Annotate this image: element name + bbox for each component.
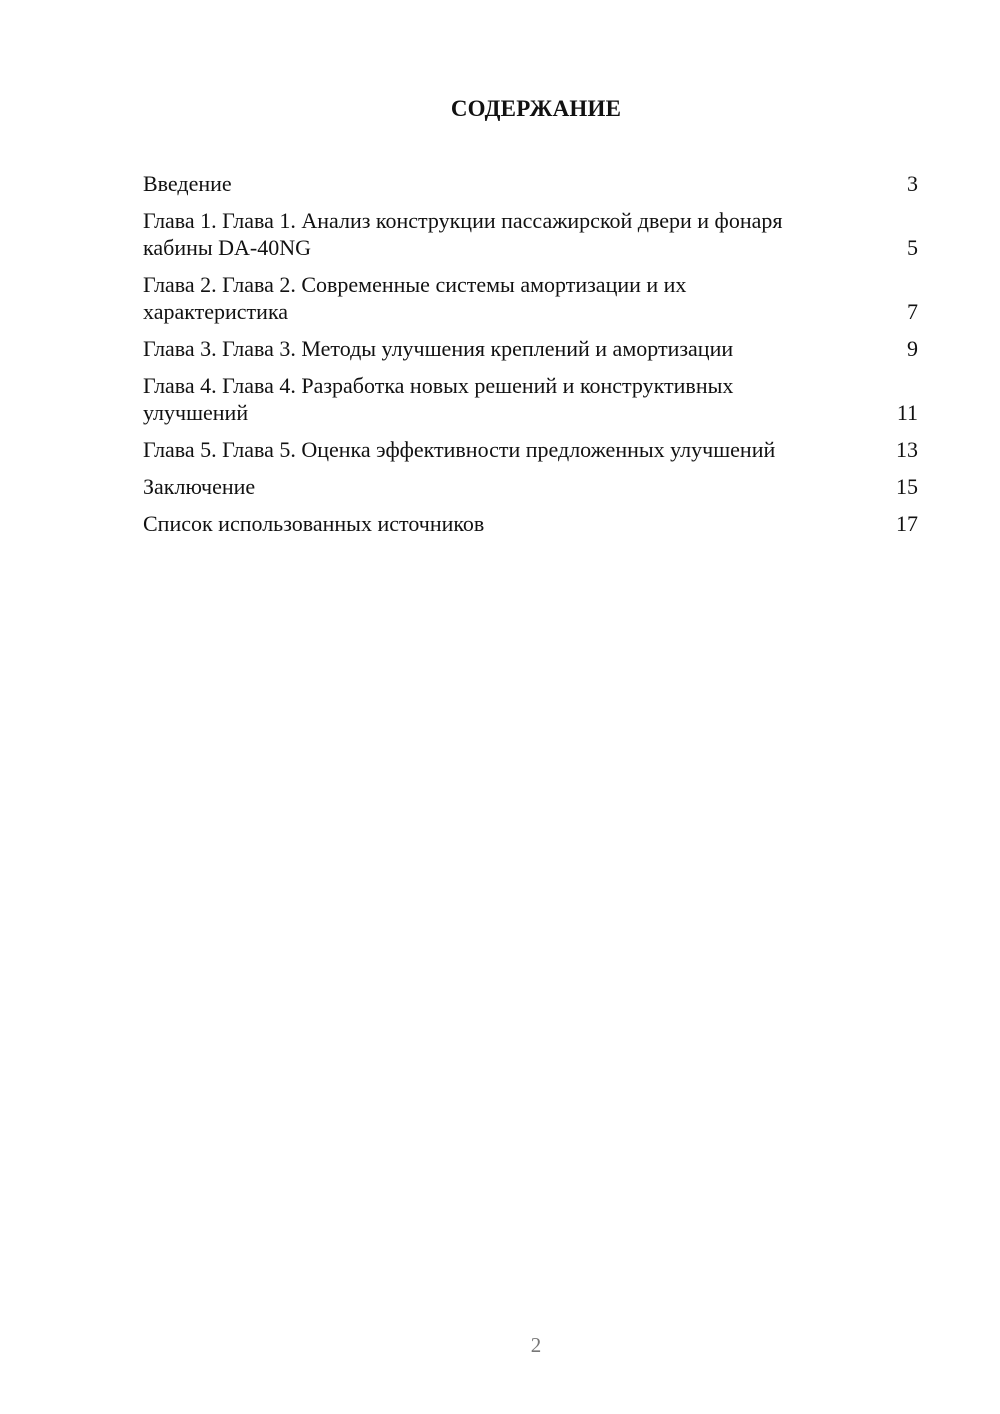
toc-entry-page: 13 — [896, 437, 918, 462]
toc-entry-label: Глава 1. Глава 1. Анализ конструкции пассажирской двери и фонаря кабины DA-40NG — [143, 208, 783, 260]
toc-entry-chapter-5[interactable] — [143, 436, 918, 463]
toc-entry-page: 3 — [907, 171, 918, 196]
toc-entry-chapter-1[interactable] — [143, 207, 918, 261]
toc-entry-label: Глава 5. Глава 5. Оценка эффективности предложенных улучшений — [143, 437, 776, 462]
toc-title: СОДЕРЖАНИЕ — [450, 96, 622, 121]
toc-entry-label: Глава 3. Глава 3. Методы улучшения креплений и амортизации — [143, 336, 734, 361]
toc-entry-references[interactable] — [143, 510, 918, 537]
toc-entry-introduction[interactable] — [143, 170, 918, 197]
toc-entry-label: Список использованных источников — [143, 511, 485, 536]
toc-entry-chapter-2[interactable] — [143, 271, 918, 325]
toc-entry-page: 17 — [896, 511, 918, 536]
toc-entry-label: Глава 4. Глава 4. Разработка новых решений и конструктивных улучшений — [143, 373, 734, 425]
toc-entry-page: 7 — [907, 299, 918, 324]
toc-entry-page: 15 — [896, 474, 918, 499]
toc-entry-label: Введение — [143, 171, 232, 196]
toc-entry-chapter-4[interactable] — [143, 372, 918, 426]
toc-entry-chapter-3[interactable] — [143, 335, 918, 362]
toc-entry-label: Заключение — [143, 474, 256, 499]
toc-entry-label: Глава 2. Глава 2. Современные системы амортизации и их характеристика — [143, 272, 687, 324]
toc-entry-conclusion[interactable] — [143, 473, 918, 500]
toc-entry-page: 9 — [907, 336, 918, 361]
toc-list — [143, 170, 918, 547]
page-number: 2 — [530, 1333, 542, 1357]
toc-entry-page: 11 — [896, 400, 918, 425]
toc-entry-page: 5 — [907, 235, 918, 260]
